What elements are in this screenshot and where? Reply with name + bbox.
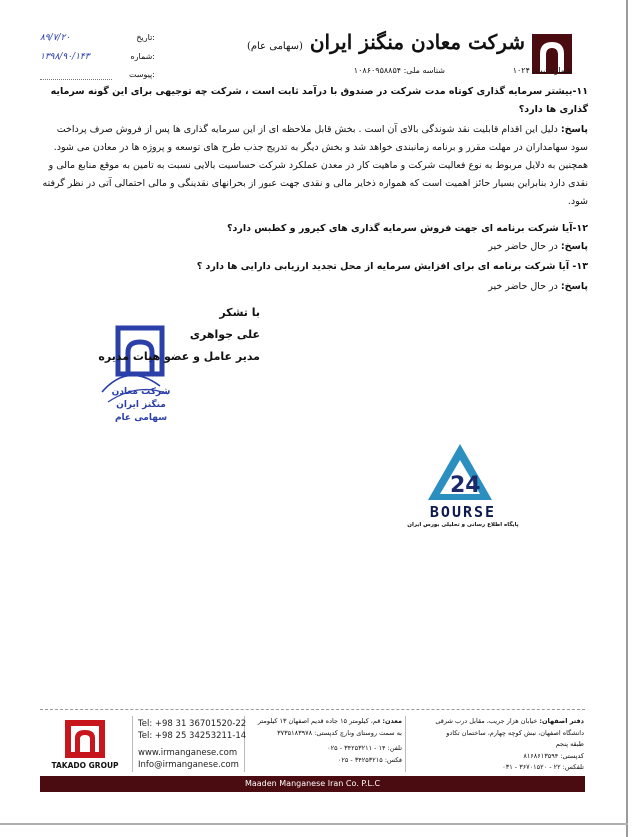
stamp-text [100,386,182,425]
date-label: تاریخ: [136,33,155,42]
signature-block [90,302,260,368]
question-11: ۱۱-بیشتر سرمایه گذاری کوتاه مدت شرکت در صندوق با درآمد ثابت است ، شرکت چه توجیهی برای این گونه سرمایه گذاری ها دارد؟ [50,86,588,115]
footer-divider [40,709,585,710]
question-12: ۱۲-آیا شرکت برنامه ای جهت فروش سرمایه گذاری های کیرور و کطبس دارد؟ [227,223,588,234]
mine-phone: تلفن: ۱۴ - ۳۴۲۵۳۲۱۱ - ۰۲۵ [327,744,402,752]
company-title [246,30,525,54]
footer-divider-3 [405,716,406,772]
company-name-bar: Maaden Manganese Iran Co. P.L.C [40,776,585,792]
isfahan-address-line-1: خیابان هزار جریب، مقابل درب شرقی [435,717,538,725]
scan-edge-right [626,0,628,837]
isfahan-office-label: دفتر اصفهان: [539,717,584,725]
answer-label: پاسخ: [560,241,588,252]
isfahan-postal-code: کدپستی: ۸۱۶۸۶۱۳۵۹۴ [523,751,584,760]
answer-11-text: دلیل این اقدام قابلیت نقد شوندگی بالای آن است . بخش قابل ملاحظه ای از این سرمایه گذاری ها پس از فروش صرف پرداخت سود سهامداران در مهلت مقرر و برنامه زمانبندی خواهد شد و بخش دیگر به تدریج جذب طرح های توسعه و پروژه ها در معادن می شود. همچنین به دلایل مربوط به نوع فعالیت شرکت و ماهیت کار در معدن عملکرد شرکت حساسیت بالایی نسبت به تامین به موقع منابع مالی و نقدی دارد بنابراین بسیار حائز اهمیت است که همواره ذخایر مالی و نقدی جهت عبور از بحرانهای نقدینگی و مالی احتمالی آتی در نظر گرفته شود. [42,124,588,207]
isfahan-address-line-2: دانشگاه اصفهان، نبش کوچه چهارم، ساختمان تکادو [446,728,584,737]
footer-tel-2: Tel: +98 25 34253211-14 [138,731,247,741]
national-id: شناسه ملی: ۱۰۸۶۰۹۵۸۸۵۴ [353,66,445,75]
takado-logo-icon [63,718,107,760]
isfahan-phone: تلفکس: ۲۲ - ۳۶۷۰۱۵۲۰ - ۰۳۱ [502,763,584,771]
stamp-line-1: شرکت معادن منگنز ایران [111,387,171,410]
footer-divider-1 [132,716,133,772]
answer-13 [40,278,588,296]
answer-label: پاسخ: [560,281,588,292]
registration-number: شماره ثبت: ۱۰۲۴ [512,66,572,75]
mine-address-line-1: قم، کیلومتر ۱۵ جاده قدیم اصفهان ۱۳ کیلومتر [257,717,381,725]
answer-label: پاسخ: [560,124,588,135]
mine-address-line-2: به سمت روستای ونارچ کدپستی: ۳۷۳۵۱۸۳۹۷۸ [277,728,402,737]
mine-fax: فکس: ۳۴۲۵۳۲۱۵ - ۰۲۵ [337,755,402,764]
signer-name: علی جواهری [189,328,260,341]
mine-address-label: معدن: [382,717,402,725]
attachment-field [40,70,155,80]
company-type: (سهامی عام) [246,41,303,52]
answer-12 [40,238,588,256]
signature-thanks: با تشکر [219,306,260,319]
bourse-word: BOURSE [429,503,497,521]
scan-edge-bottom [0,823,628,825]
svg-text:24: 24 [450,473,481,498]
isfahan-floor: طبقه پنجم [555,740,584,748]
attachment-dots [40,70,112,80]
attachment-label: پیوست: [128,70,155,79]
answer-11 [40,121,588,211]
mine-address [248,716,402,766]
number-value: ۱۳۹۸/۹۰/۱۴۳ [40,52,90,62]
footer-tel-1: Tel: +98 31 36701520-22 [138,719,247,729]
answer-12-text: در حال حاضر خیر [488,241,558,252]
date-value: ۸۹/۷/۲۰ [40,33,71,43]
footer-website[interactable]: www.irmanganese.com [138,748,238,758]
date-field [40,33,155,43]
stamp-line-2: سهامی عام [114,413,168,423]
answer-13-text: در حال حاضر خیر [488,281,558,292]
company-name: شرکت معادن منگنز ایران [309,30,525,54]
question-13: ۱۳- آیا شرکت برنامه ای برای افزایش سرمایه از محل تجدید ارزیابی دارایی ها دارد ؟ [196,261,588,272]
signer-title: مدیر عامل و عضو هیات مدیره [98,350,260,363]
isfahan-office-address [410,716,584,774]
number-field [40,52,155,62]
footer-email[interactable]: Info@irmanganese.com [138,760,239,770]
takado-group-text: TAKADO GROUP [51,761,119,770]
number-label: شماره: [130,52,155,61]
bourse-subtitle: پایگاه اطلاع رسانی و تحلیلی بورس ایران [407,522,519,528]
bourse-logo-icon [400,438,520,548]
